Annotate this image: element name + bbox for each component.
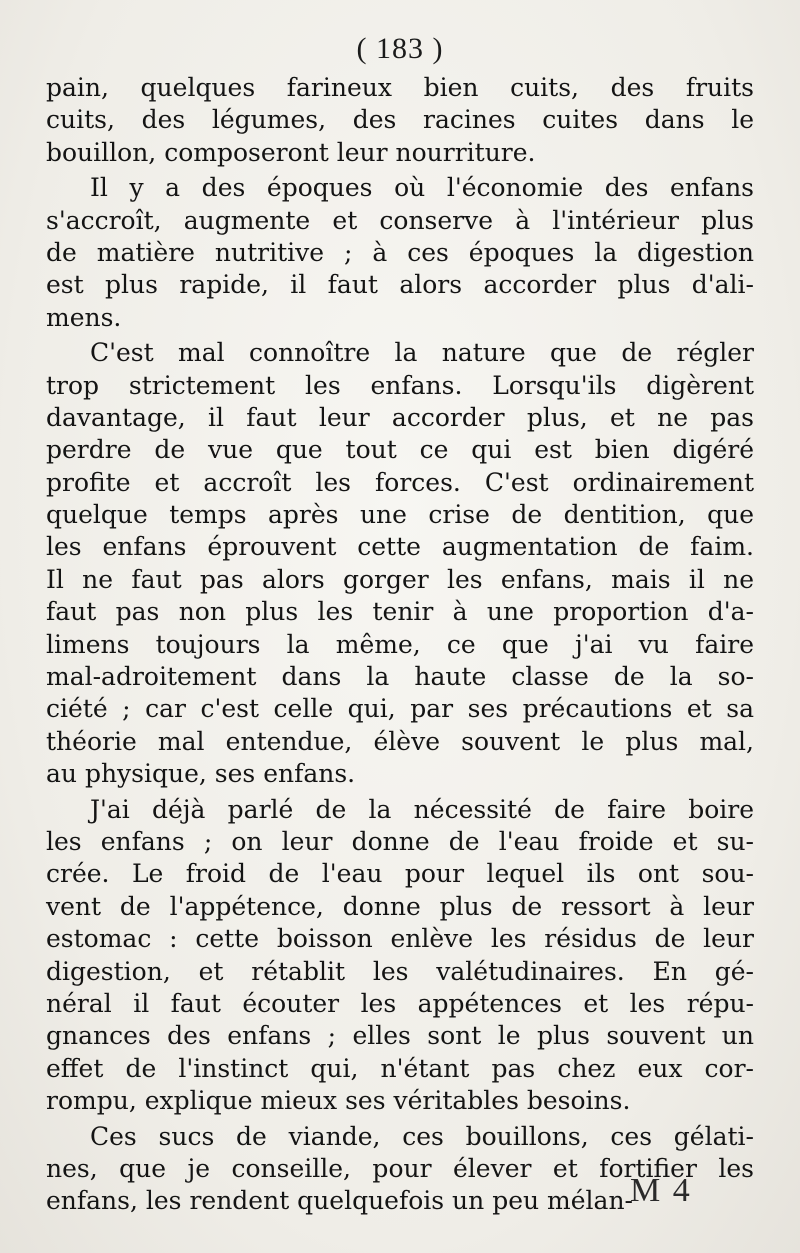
text-line: pain, quelques farineux bien cuits, des fruits [46, 73, 754, 102]
text-line: trop strictement les enfans. Lorsqu'ils digèrent [46, 370, 754, 400]
text-line: au physique, ses enfans. [46, 759, 356, 789]
text-line: les enfans éprouvent cette augmentation de faim. [46, 532, 754, 562]
text-line: profite et accroît les forces. C'est ordinairement [46, 467, 754, 497]
text-line: ciété ; car c'est celle qui, par ses précautions et sa [46, 694, 754, 724]
text-line: Il ne faut pas alors gorger les enfans, mais il ne [46, 564, 754, 594]
text-line: nes, que je conseille, pour élever et fortifier les [46, 1153, 754, 1183]
text-line: perdre de vue que tout ce qui est bien digéré [46, 435, 754, 465]
text-line: de matière nutritive ; à ces époques la digestion [46, 237, 754, 267]
text-line: s'accroît, augmente et conserve à l'intérieur plus [46, 205, 754, 235]
text-line: enfans, les rendent quelquefois un peu mélan- [46, 1186, 633, 1216]
signature-mark: M 4 [630, 1172, 692, 1209]
paragraph [46, 794, 754, 1118]
text-line: J'ai déjà parlé de la nécessité de faire boire [90, 794, 754, 824]
paragraph [46, 337, 754, 790]
text-line: est plus rapide, il faut alors accorder plus d'ali- [46, 270, 754, 300]
text-line: crée. Le froid de l'eau pour lequel ils ont sou- [46, 859, 754, 889]
text-line: les enfans ; on leur donne de l'eau froide et su- [46, 826, 754, 856]
paragraph [46, 72, 754, 169]
text-line: gnances des enfans ; elles sont le plus souvent un [46, 1021, 754, 1051]
text-line: mens. [46, 302, 122, 332]
text-line: mal-adroitement dans la haute classe de la so- [46, 662, 754, 692]
page-number: ( 183 ) [356, 32, 444, 65]
text-line: néral il faut écouter les appétences et les répu- [46, 988, 754, 1018]
text-line: effet de l'instinct qui, n'étant pas chez eux cor- [46, 1053, 754, 1083]
text-line: vent de l'appétence, donne plus de ressort à leur [46, 891, 754, 921]
text-line: rompu, explique mieux ses véritables besoins. [46, 1086, 631, 1116]
text-line: Il y a des époques où l'économie des enfans [90, 173, 754, 203]
text-line: cuits, des légumes, des racines cuites dans le [46, 105, 754, 135]
body-text [46, 72, 754, 1218]
text-line: estomac : cette boisson enlève les résidus de leur [46, 924, 754, 954]
text-line: limens toujours la même, ce que j'ai vu faire [46, 629, 754, 659]
text-line: digestion, et rétablit les valétudinaires. En gé- [46, 956, 754, 986]
text-line: C'est mal connoître la nature que de régler [90, 338, 754, 368]
text-line: Ces sucs de viande, ces bouillons, ces gélati- [90, 1121, 754, 1151]
text-line: bouillon, composeront leur nourriture. [46, 137, 536, 167]
text-line: quelque temps après une crise de dentition, que [46, 500, 754, 530]
text-line: théorie mal entendue, élève souvent le plus mal, [46, 726, 754, 756]
paragraph [46, 172, 754, 334]
text-line: faut pas non plus les tenir à une proportion d'a- [46, 597, 754, 627]
text-line: davantage, il faut leur accorder plus, et ne pas [46, 402, 754, 432]
